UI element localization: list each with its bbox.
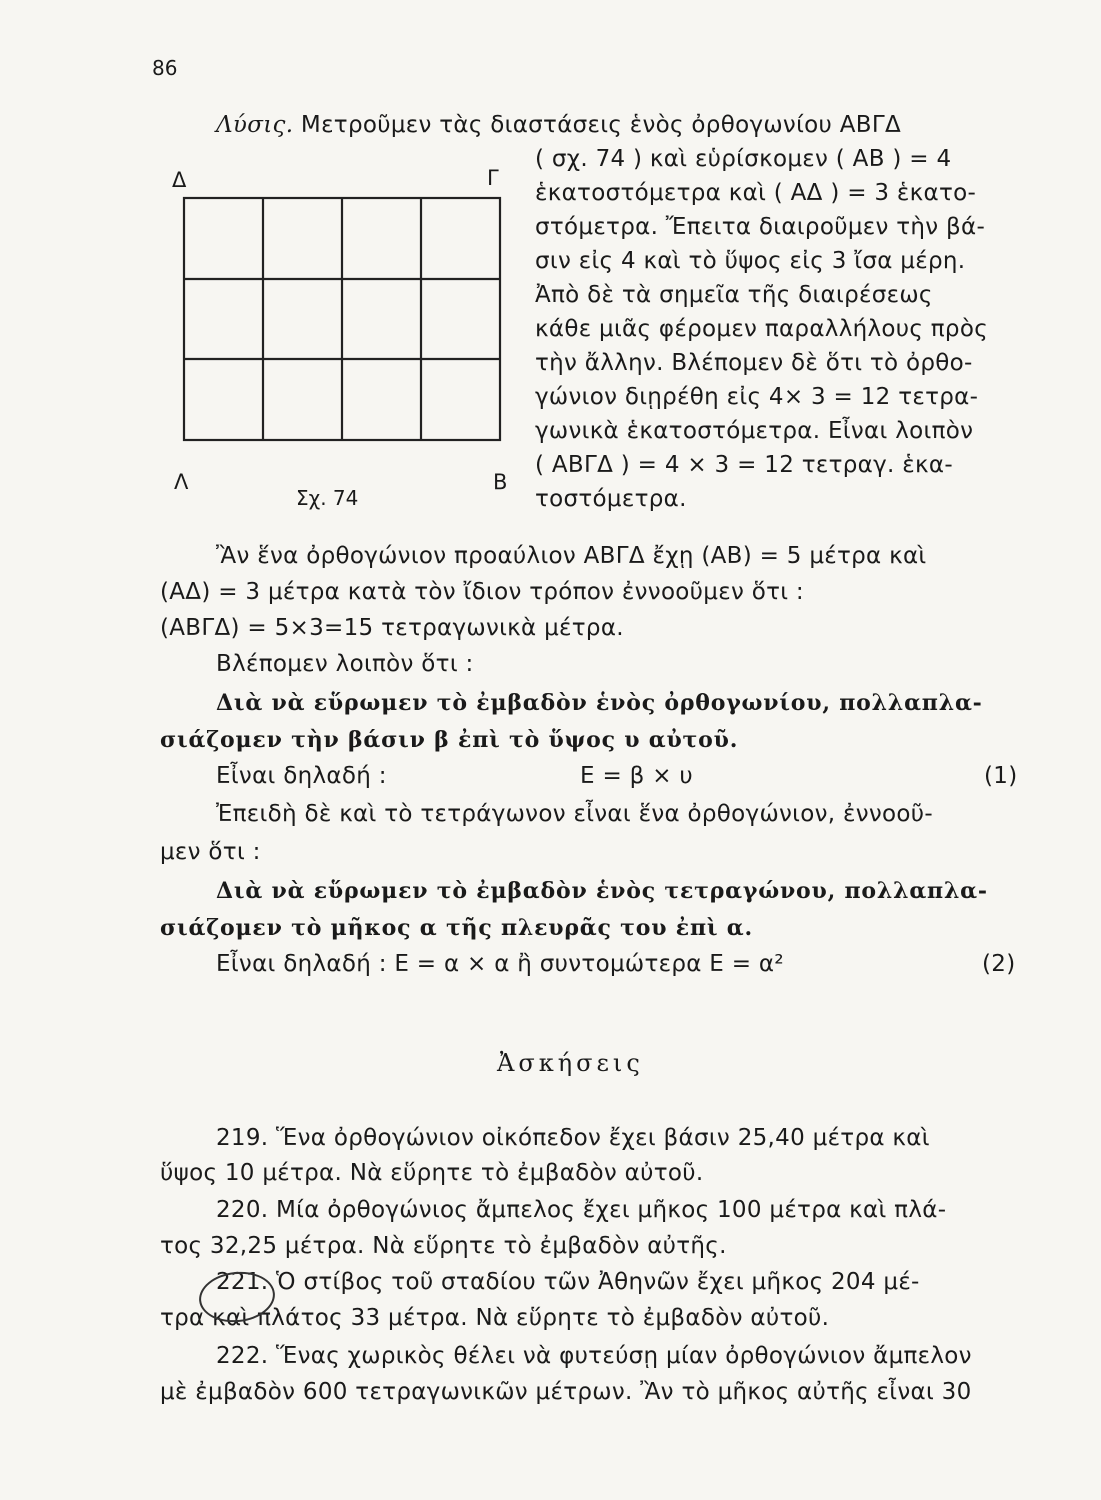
formula-lead: Εἶναι δηλαδή : (216, 763, 387, 789)
rule-square-line: Διὰ νὰ εὕρωμεν τὸ ἐμβαδὸν ἑνὸς τετραγώνου, πολλαπλα- (216, 878, 988, 904)
rule-rectangle-line: σιάζομεν τὴν βάσιν β ἐπὶ τὸ ὕψος υ αὐτοῦ. (160, 727, 739, 753)
formula-square-area: Εἶναι δηλαδή : Ε = α × α ἢ συντομώτερα Ε = α² (216, 951, 784, 977)
solution-line: Λύσις. Μετροῦμεν τὰς διαστάσεις ἑνὸς ὀρθογωνίου ΑΒΓΔ (216, 112, 902, 138)
solution-line: γωνικὰ ἑκατοστόμετρα. Εἶναι λοιπὸν (535, 418, 974, 444)
rule-square-line: σιάζομεν τὸ μῆκος α τῆς πλευρᾶς του ἐπὶ α. (160, 915, 753, 941)
solution-line: σιν εἰς 4 καὶ τὸ ὕψος εἰς 3 ἴσα μέρη. (535, 248, 966, 274)
formula-rectangle-area: Ε = β × υ (580, 763, 694, 789)
label-delta: Δ (172, 168, 187, 192)
body-line: (ΑΔ) = 3 μέτρα κατὰ τὸν ἴδιον τρόπον ἐννοοῦμεν ὅτι : (160, 579, 804, 605)
page-number: 86 (152, 56, 178, 80)
formula-number: (2) (982, 951, 1016, 977)
label-lambda: Λ (174, 470, 189, 494)
solution-line: τοστόμετρα. (535, 486, 687, 512)
figure-rectangle-grid (176, 190, 506, 450)
figure-caption: Σχ. 74 (296, 486, 359, 510)
formula-number: (1) (984, 763, 1018, 789)
label-beta: Β (493, 470, 508, 494)
body-line: Ἂν ἕνα ὀρθογώνιον προαύλιον ΑΒΓΔ ἔχῃ (ΑΒ) = 5 μέτρα καὶ (216, 543, 927, 569)
rule-rectangle-line: Διὰ νὰ εὕρωμεν τὸ ἐμβαδὸν ἑνὸς ὀρθογωνίου, πολλαπλα- (216, 690, 983, 716)
solution-line: ἑκατοστόμετρα καὶ ( ΑΔ ) = 3 ἑκατο- (535, 180, 977, 206)
exercise-line: μὲ ἐμβαδὸν 600 τετραγωνικῶν μέτρων. Ἂν τὸ μῆκος αὐτῆς εἶναι 30 (160, 1379, 972, 1405)
solution-line: ( ΑΒΓΔ ) = 4 × 3 = 12 τετραγ. ἑκα- (535, 452, 953, 478)
body-line: (ΑΒΓΔ) = 5×3=15 τετραγωνικὰ μέτρα. (160, 615, 624, 641)
exercises-heading: Ἀσκήσεις (497, 1049, 644, 1077)
exercise-line: 222. Ἕνας χωρικὸς θέλει νὰ φυτεύσῃ μίαν ὀρθογώνιον ἄμπελον (216, 1343, 972, 1369)
exercise-line: τος 32,25 μέτρα. Νὰ εὕρητε τὸ ἐμβαδὸν αὐτῆς. (160, 1233, 727, 1259)
solution-lead: Λύσις. (216, 112, 294, 138)
body-line: Ἐπειδὴ δὲ καὶ τὸ τετράγωνον εἶναι ἕνα ὀρθογώνιον, ἐννοοῦ- (216, 801, 933, 827)
solution-line: γώνιον διῃρέθη εἰς 4× 3 = 12 τετρα- (535, 384, 979, 410)
exercise-line: 220. Μία ὀρθογώνιος ἄμπελος ἔχει μῆκος 100 μέτρα καὶ πλά- (216, 1197, 947, 1223)
exercise-line: ὕψος 10 μέτρα. Νὰ εὕρητε τὸ ἐμβαδὸν αὐτοῦ. (160, 1160, 704, 1186)
body-line: μεν ὅτι : (160, 839, 261, 865)
solution-line: Ἀπὸ δὲ τὰ σημεῖα τῆς διαιρέσεως (535, 282, 933, 308)
exercise-line: 219. Ἕνα ὀρθογώνιον οἰκόπεδον ἔχει βάσιν 25,40 μέτρα καὶ (216, 1125, 930, 1151)
exercise-line: 221. Ὁ στίβος τοῦ σταδίου τῶν Ἀθηνῶν ἔχει μῆκος 204 μέ- (216, 1269, 920, 1295)
body-line: Βλέπομεν λοιπὸν ὅτι : (216, 651, 474, 677)
label-gamma: Γ (487, 166, 499, 190)
solution-line: τὴν ἄλλην. Βλέπομεν δὲ ὅτι τὸ ὀρθο- (535, 350, 973, 376)
solution-line: ( σχ. 74 ) καὶ εὑρίσκομεν ( ΑΒ ) = 4 (535, 146, 952, 172)
exercise-line: τρα καὶ πλάτος 33 μέτρα. Νὰ εὕρητε τὸ ἐμβαδὸν αὐτοῦ. (160, 1305, 830, 1331)
solution-line: κάθε μιᾶς φέρομεν παραλλήλους πρὸς (535, 316, 989, 342)
solution-line: στόμετρα. Ἔπειτα διαιροῦμεν τὴν βά- (535, 214, 986, 240)
